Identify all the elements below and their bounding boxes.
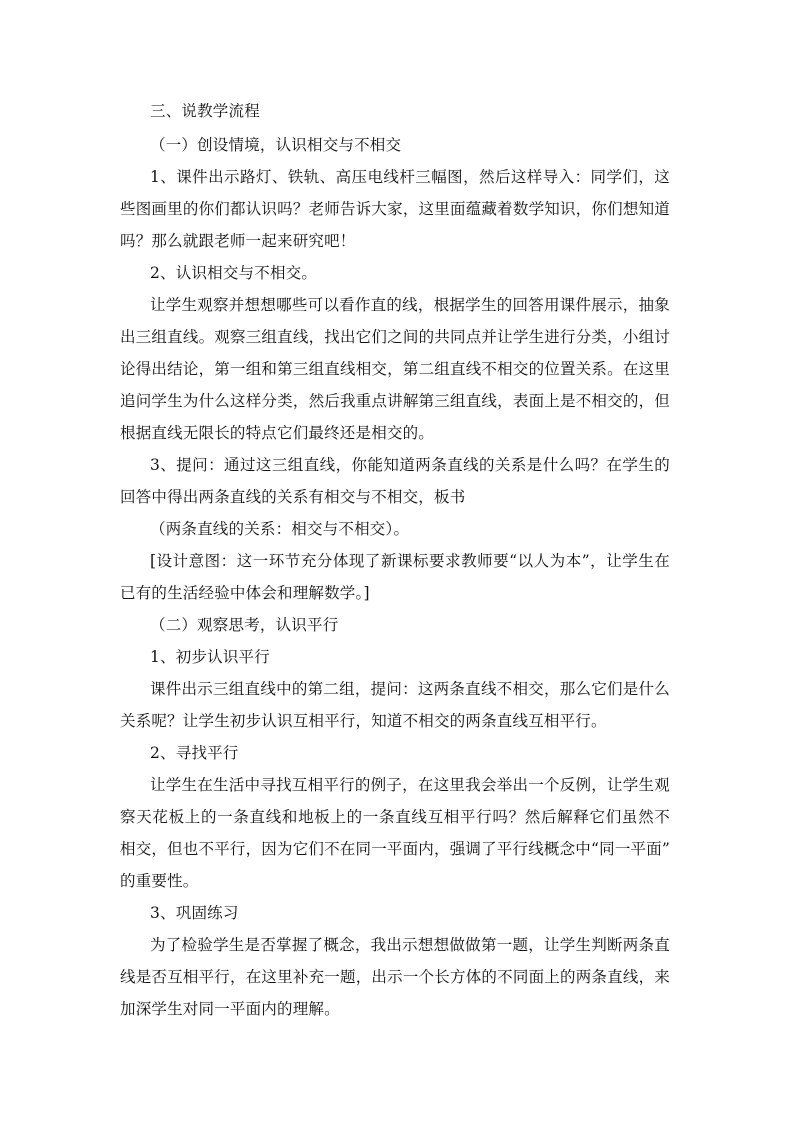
item-heading: 2、认识相交与不相交。 <box>150 264 318 282</box>
paragraph-line: 些图画里的你们都认识吗？老师告诉大家，这里面蕴藏着数学知识，你们想知道 <box>120 200 670 218</box>
paragraph-line: 关系呢？让学生初步认识互相平行，知道不相交的两条直线互相平行。 <box>120 712 607 730</box>
paragraph-line: 为了检验学生是否掌握了概念，我出示想想做做第一题，让学生判断两条直 <box>150 936 670 954</box>
paragraph-line: 出三组直线。观察三组直线，找出它们之间的共同点并让学生进行分类，小组讨 <box>120 328 670 346</box>
paragraph-line: 追问学生为什么这样分类，然后我重点讲解第三组直线，表面上是不相交的，但 <box>120 392 670 410</box>
paragraph-line: 根据直线无限长的特点它们最终还是相交的。 <box>120 424 435 442</box>
item-heading: 3、巩固练习 <box>150 904 239 922</box>
design-intent-line: 已有的生活经验中体会和理解数学。] <box>120 584 370 602</box>
paragraph-line: 相交，但也不平行，因为它们不在同一平面内，强调了平行线概念中“同一平面” <box>120 840 671 858</box>
section-heading: 三、说教学流程 <box>150 102 260 120</box>
paragraph-line: 让学生观察并想想哪些可以看作直的线，根据学生的回答用课件展示，抽象 <box>150 296 670 314</box>
paragraph-line: 1、课件出示路灯、铁轨、高压电线杆三幅图，然后这样导入：同学们，这 <box>150 168 670 186</box>
paragraph-line: 察天花板上的一条直线和地板上的一条直线互相平行吗？然后解释它们虽然不 <box>120 808 670 826</box>
design-intent-line: [设计意图：这一环节充分体现了新课标要求教师要“以人为本”，让学生在 <box>150 552 670 570</box>
paragraph-line: 让学生在生活中寻找互相平行的例子，在这里我会举出一个反例，让学生观 <box>150 776 670 794</box>
subsection-heading: （二）观察思考，认识平行 <box>150 616 339 634</box>
paragraph-line: 3、提问：通过这三组直线，你能知道两条直线的关系是什么吗？在学生的 <box>150 456 670 474</box>
paragraph-line: 回答中得出两条直线的关系有相交与不相交，板书 <box>120 488 466 506</box>
paragraph-line: 课件出示三组直线中的第二组，提问：这两条直线不相交，那么它们是什么 <box>150 680 670 698</box>
paragraph-line: 论得出结论，第一组和第三组直线相交，第二组直线不相交的位置关系。在这里 <box>120 360 670 378</box>
paragraph-line: 线是否互相平行，在这里补充一题，出示一个长方体的不同面上的两条直线，来 <box>120 968 670 986</box>
paragraph-line: 加深学生对同一平面内的理解。 <box>120 1000 340 1018</box>
paragraph-line: 的重要性。 <box>120 872 199 890</box>
paragraph-line: 吗？那么就跟老师一起来研究吧！ <box>120 232 356 250</box>
item-heading: 2、寻找平行 <box>150 744 239 762</box>
item-heading: 1、初步认识平行 <box>150 648 270 666</box>
subsection-heading: （一）创设情境，认识相交与不相交 <box>150 136 402 154</box>
paragraph-line: （两条直线的关系：相交与不相交）。 <box>150 520 410 538</box>
